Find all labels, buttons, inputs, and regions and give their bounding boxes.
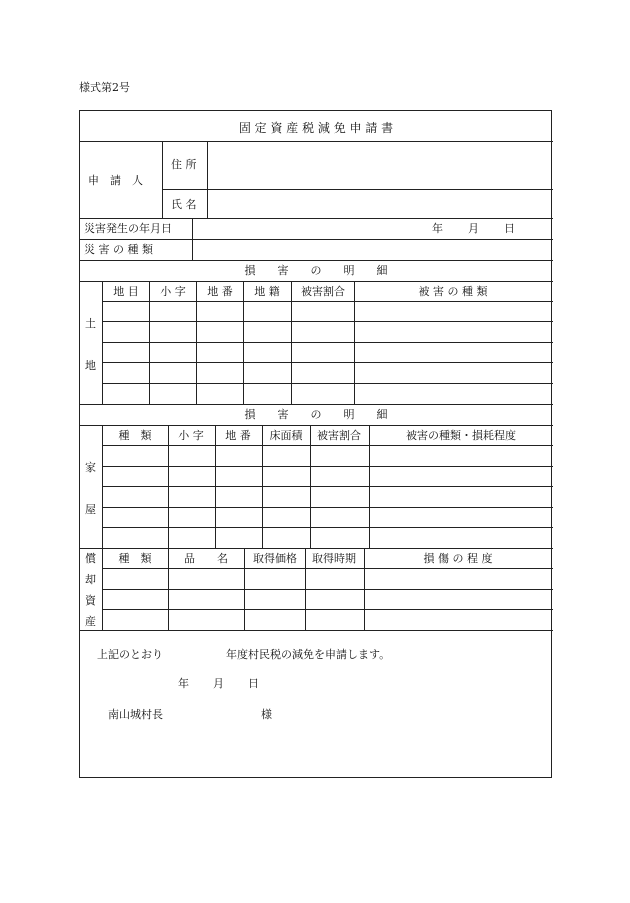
- disaster-date-label: 災害発生の年月日: [84, 222, 172, 235]
- disaster-date-year: 年: [432, 222, 443, 235]
- house-col-header: 地 番: [225, 429, 251, 442]
- declaration-prefix: 上記のとおり: [97, 648, 163, 661]
- house-col-header: 床面積: [269, 429, 303, 442]
- disaster-type-label: 災 害 の 種 類: [84, 243, 153, 256]
- asset-side-label: 資: [85, 594, 96, 607]
- land-section-title: 損 害 の 明 細: [244, 264, 388, 277]
- asset-col-header: 品 名: [184, 552, 228, 565]
- honorific: 様: [261, 708, 272, 721]
- land-col-header: 地 籍: [254, 285, 280, 298]
- applicant-label: 申 請 人: [88, 174, 143, 187]
- house-side-label-2: 屋: [85, 503, 96, 516]
- land-side-label-2: 地: [85, 359, 96, 372]
- land-col-header: 被害割合: [301, 285, 345, 298]
- declaration-suffix: 年度村民税の減免を申請します。: [226, 648, 391, 661]
- house-col-header: 被害の種類・損耗程度: [406, 429, 516, 442]
- address-label: 住 所: [171, 158, 197, 171]
- declaration-day: 日: [248, 677, 259, 690]
- house-section-title: 損 害 の 明 細: [244, 408, 388, 421]
- house-col-header: 被害割合: [317, 429, 361, 442]
- asset-side-label: 償: [85, 552, 96, 565]
- house-col-header: 小 字: [178, 429, 204, 442]
- addressee: 南山城村長: [108, 708, 163, 721]
- declaration-month: 月: [213, 677, 224, 690]
- asset-col-header: 取得価格: [253, 552, 297, 565]
- house-side-label-1: 家: [85, 461, 96, 474]
- disaster-date-month: 月: [468, 222, 479, 235]
- land-col-header: 地 目: [113, 285, 139, 298]
- tax-reduction-application-form: [79, 110, 552, 778]
- land-col-header: 地 番: [207, 285, 233, 298]
- asset-col-header: 取得時期: [312, 552, 356, 565]
- disaster-date-day: 日: [504, 222, 515, 235]
- declaration-year: 年: [178, 677, 189, 690]
- form-title: 固 定 資 産 税 減 免 申 請 書: [238, 121, 394, 135]
- house-col-header: 種 類: [118, 429, 152, 442]
- asset-col-header: 損 傷 の 程 度: [423, 552, 493, 565]
- form-number-label: 様式第2号: [79, 81, 130, 94]
- asset-side-label: 却: [85, 573, 96, 586]
- land-col-header: 小 字: [160, 285, 186, 298]
- asset-col-header: 種 類: [118, 552, 152, 565]
- land-side-label-1: 土: [85, 317, 96, 330]
- name-label: 氏 名: [171, 198, 197, 211]
- asset-side-label: 産: [85, 615, 96, 628]
- land-col-header: 被 害 の 種 類: [418, 285, 488, 298]
